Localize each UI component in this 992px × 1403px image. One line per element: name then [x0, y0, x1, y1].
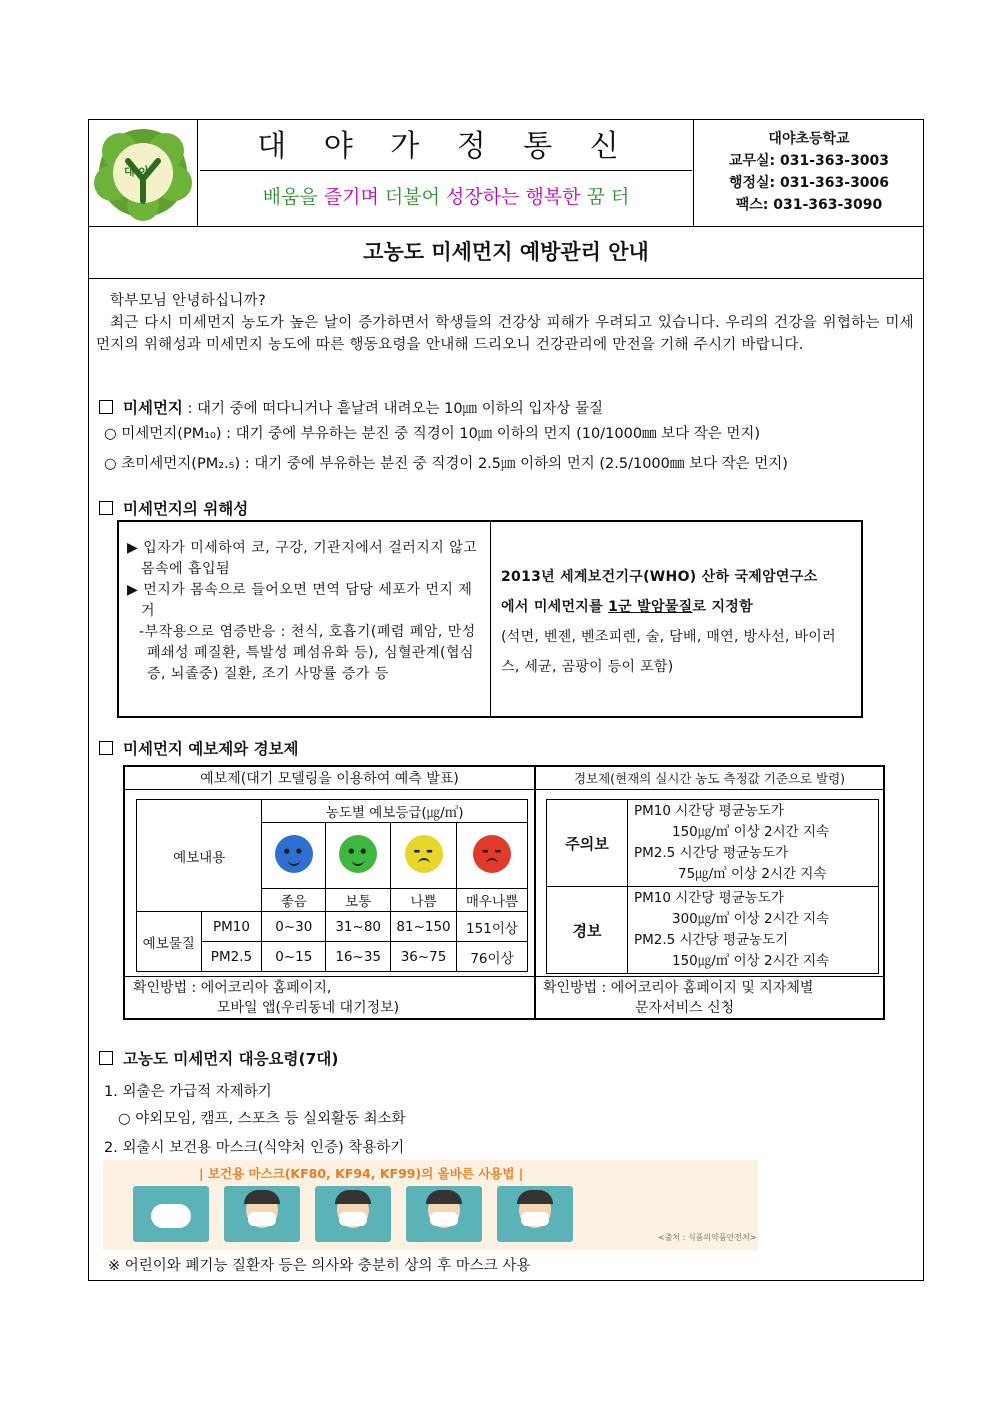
fc-header-rule: [125, 789, 883, 790]
table-cell: 0~30: [262, 912, 326, 942]
grade-face-good: [262, 823, 326, 889]
page-title: 고농도 미세먼지 예방관리 안내: [363, 240, 649, 264]
grade-label: 보통: [326, 889, 391, 912]
checkbox-square-icon: [99, 501, 113, 515]
criteria-line: PM2.5 시간당 평균농도기: [634, 932, 789, 948]
substance-label: 예보물질: [137, 912, 202, 972]
grade-face-very-bad: [456, 823, 527, 889]
motto-word: 성장하는: [445, 186, 526, 208]
pm25-definition: ○ 초미세먼지(PM₂.₅) : 대기 중에 부유하는 분진 중 직경이 2.5㎛ 이하의 먼지 (2.5/1000㎜ 보다 작은 먼지): [104, 456, 788, 472]
motto-word: 터: [610, 186, 630, 208]
motto-word: 즐기며: [323, 186, 385, 208]
section3-heading-text: 미세먼지 예보제와 경보제: [123, 740, 299, 758]
forecast-check-line: 확인방법 : 에어코리아 홈페이지,: [133, 980, 332, 996]
alert-criteria: [628, 800, 879, 887]
table-cell: 76이상: [456, 942, 527, 972]
mask-guide-title: | 보건용 마스크(KF80, KF94, KF99)의 올바른 사용법 |: [199, 1166, 524, 1181]
response-item-1-detail: ○ 야외모임, 캠프, 스포츠 등 실외활동 최소화: [118, 1111, 406, 1127]
mask-source: <출처 : 식품의약품안전처>: [658, 1233, 757, 1242]
alert-check-line: 문자서비스 신청: [635, 1000, 735, 1016]
substance-name: PM10: [201, 912, 262, 942]
harm-point-1: ▶ 입자가 미세하여 코, 구강, 기관지에서 걸러지지 않고 몸속에 흡입됨: [127, 540, 478, 577]
who-statement-1: 2013년 세계보건기구(WHO) 산하 국제암연구소: [501, 569, 818, 585]
contact-admin: 행정실: 031-363-3006: [728, 175, 890, 191]
grade-face-normal: [326, 823, 391, 889]
criteria-line: 300㎍/㎥ 이상 2시간 지속: [672, 911, 830, 927]
table-cell: 151이상: [456, 912, 527, 942]
grade-face-bad: [391, 823, 457, 889]
section-heading-pm: [99, 396, 603, 418]
mask-step-5-image: [497, 1186, 573, 1242]
table-cell: 81~150: [391, 912, 457, 942]
intro: [96, 290, 914, 356]
logo-text: 대 야: [124, 165, 150, 178]
section4-heading-text: 고농도 미세먼지 대응요령(7대): [123, 1050, 339, 1068]
title-separator: [200, 170, 692, 171]
harm-point-3: -부작용으로 염증반응 : 천식, 호흡기(폐렴 폐암, 만성폐쇄성 폐질환, 특발성 폐섬유화 등), 심혈관계(협심증, 뇌졸중) 질환, 조기 사망률 증가 등: [139, 624, 476, 682]
section-heading-response: [99, 1047, 338, 1069]
section2-heading-text: 미세먼지의 위해성: [123, 500, 249, 518]
harm-box: [117, 520, 863, 718]
forecast-check-method: [133, 978, 399, 1018]
harm-right-column: [493, 562, 869, 682]
section-heading-forecast: [99, 737, 299, 759]
substance-name: PM2.5: [201, 942, 262, 972]
forecast-table: [136, 799, 528, 972]
greeting: 학부모님 안녕하십니까?: [110, 293, 266, 309]
criteria-line: PM2.5 시간당 평균농도가: [634, 845, 789, 861]
motto-word: 행복한: [525, 186, 587, 208]
forecast-check-line: 모바일 앱(우리동네 대기정보): [217, 1000, 400, 1016]
checkbox-square-icon: [99, 1051, 113, 1065]
school-contact-block: [694, 128, 924, 216]
mask-step-3-image: [315, 1186, 391, 1242]
good-face-icon: ●●: [275, 835, 313, 873]
alert-level: 주의보: [547, 800, 628, 887]
header-bottom-rule: [89, 226, 923, 227]
checkbox-square-icon: [99, 400, 113, 414]
forecast-alert-box: [123, 765, 885, 1020]
contact-fax: 팩스: 031-363-3090: [735, 197, 883, 213]
criteria-line: PM10 시간당 평균농도가: [634, 803, 784, 819]
table-cell: 31~80: [326, 912, 391, 942]
motto-word: 배움을: [262, 186, 324, 208]
newsletter-title: 대 야 가 정 통 신: [257, 129, 633, 164]
table-cell: 0~15: [262, 942, 326, 972]
bad-face-icon: ▬▬: [405, 835, 443, 873]
mask-step-1-image: [133, 1186, 209, 1242]
harm-point-2: ▶ 먼지가 몸속으로 들어오면 면역 담당 세포가 먼지 제거: [127, 582, 473, 619]
criteria-line: 150㎍/㎥ 이상 2시간 지속: [672, 824, 830, 840]
mask-note: ※ 어린이와 폐기능 질환자 등은 의사와 충분히 상의 후 마스크 사용: [108, 1258, 531, 1274]
response-item-2: 2. 외출시 보건용 마스크(식약처 인증) 착용하기: [104, 1140, 405, 1156]
school-motto: [200, 182, 692, 212]
grade-header: 농도별 예보등급(㎍/㎥): [262, 800, 528, 823]
criteria-line: 150㎍/㎥ 이상 2시간 지속: [672, 953, 830, 969]
grade-label: 매우나쁨: [456, 889, 527, 912]
content-label: 예보내용: [137, 800, 262, 912]
table-cell: 36~75: [391, 942, 457, 972]
harm-left-column: [119, 522, 491, 716]
mask-step-2-image: [224, 1186, 300, 1242]
subtitle-bottom-rule: [89, 278, 923, 279]
mask-usage-illustration: [103, 1160, 758, 1250]
normal-face-icon: ●●: [339, 835, 377, 873]
alert-check-line: 확인방법 : 에어코리아 홈페이지 및 지자체별: [543, 980, 814, 996]
motto-word: 꿈: [586, 186, 611, 208]
fc-footer-rule: [125, 976, 883, 977]
pm10-definition: ○ 미세먼지(PM₁₀) : 대기 중에 부유하는 분진 중 직경이 10㎛ 이하의 먼지 (10/1000㎜ 보다 작은 먼지): [104, 426, 761, 442]
alert-table: [546, 799, 879, 974]
fc-divider: [534, 767, 536, 1018]
section1-definition: : 대기 중에 떠다니거나 흩날려 내려오는 10㎛ 이하의 입자상 물질: [182, 401, 603, 417]
very-bad-face-icon: ▬▬: [473, 835, 511, 873]
who-statement-2: [501, 592, 869, 622]
school-name: 대야초등학교: [768, 131, 850, 147]
alert-check-method: [543, 978, 813, 1018]
forecast-header: 예보제(대기 모델링을 이용하여 예측 발표): [200, 771, 459, 787]
criteria-line: PM10 시간당 평균농도가: [634, 890, 784, 906]
alert-level: 경보: [547, 887, 628, 974]
school-logo: [90, 121, 196, 224]
section-heading-harm: [99, 497, 248, 519]
motto-word: 더불어: [384, 186, 446, 208]
carcinogen-examples: (석면, 벤젠, 벤조피렌, 술, 담배, 매연, 방사선, 바이러스, 세균, 곰팡이 등이 포함): [501, 629, 836, 675]
response-item-1: 1. 외출은 가급적 자제하기: [104, 1084, 272, 1100]
section1-heading-text: 미세먼지: [123, 399, 183, 417]
who-statement-2a: 에서 미세먼지를: [501, 599, 609, 615]
checkbox-square-icon: [99, 741, 113, 755]
carcinogen-class: 1군 발암물질: [608, 599, 693, 615]
table-cell: 16~35: [326, 942, 391, 972]
intro-paragraph: 최근 다시 미세먼지 농도가 높은 날이 증가하면서 학생들의 건강상 피해가 우려되고 있습니다. 우리의 건강을 위협하는 미세먼지의 위해성과 미세먼지 농도에 따른 행동요령을 안내해 드리오니 건강관리에 만전을 기해 주시기 바랍니다.: [96, 315, 914, 353]
alert-criteria: [628, 887, 879, 974]
grade-label: 나쁨: [391, 889, 457, 912]
who-statement-2c: 로 지정함: [692, 599, 753, 615]
grade-label: 좋음: [262, 889, 326, 912]
contact-office: 교무실: 031-363-3003: [728, 153, 890, 169]
alert-header: 경보제(현재의 실시간 농도 측정값 기준으로 발령): [573, 771, 846, 786]
mask-step-4-image: [406, 1186, 482, 1242]
criteria-line: 75㎍/㎥ 이상 2시간 지속: [678, 866, 827, 882]
